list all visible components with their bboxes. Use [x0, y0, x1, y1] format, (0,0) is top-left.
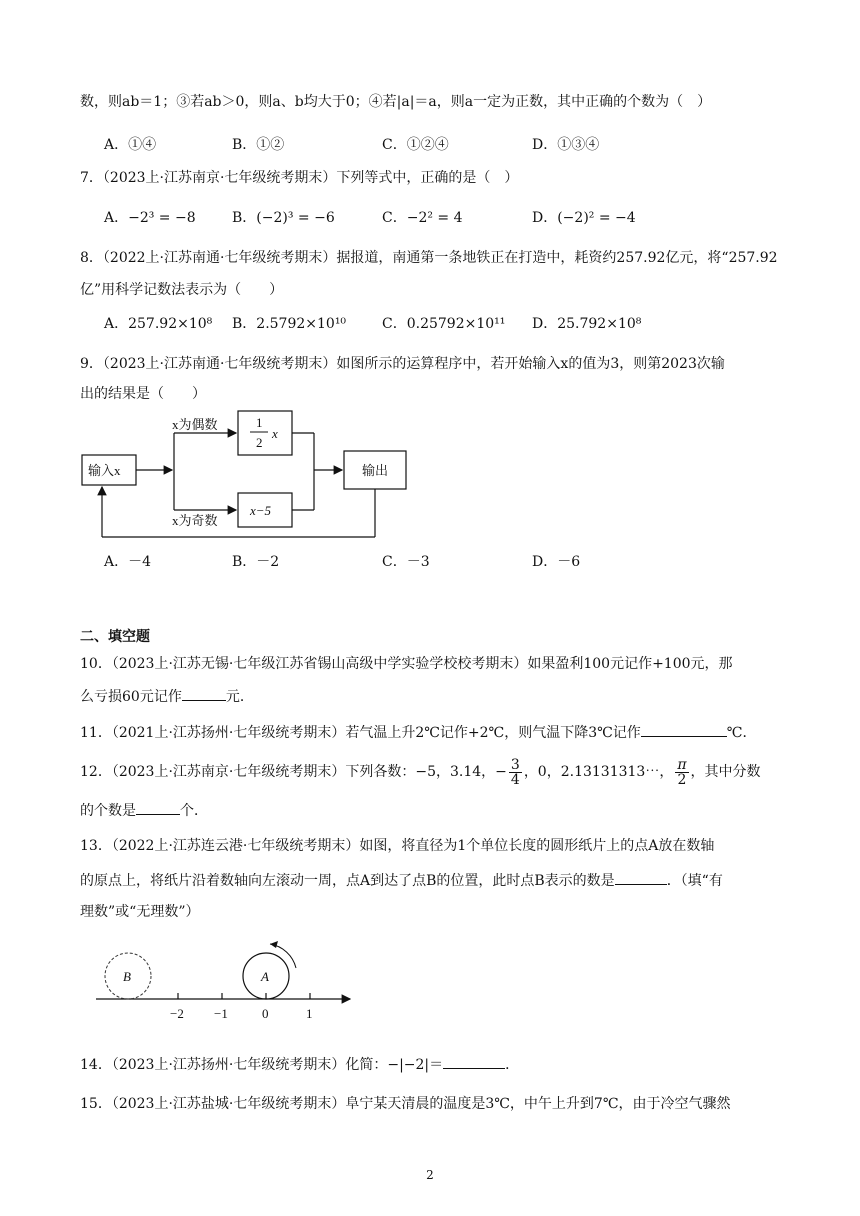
q7-option-c: C．−2² = 4 [382, 210, 463, 226]
q9-option-c: C．－3 [382, 554, 430, 570]
q12-text-e: 的个数是 [80, 803, 136, 819]
q8-option-a: A．257.92×10⁸ [104, 316, 213, 332]
q7-option-b: B．(−2)³ = −6 [232, 210, 335, 226]
tick-label-1: 1 [306, 1006, 313, 1021]
q8-option-b: B．2.5792×10¹⁰ [232, 316, 347, 332]
q10-text: 么亏损60元记作 [80, 689, 182, 705]
question-15: 15．（2023上·江苏盐城·七年级统考期末）阜宁某天清晨的温度是3℃，中午上升到7℃，由于冷空气骤然 [80, 1096, 731, 1112]
question-13-line3: 理数”或“无理数”） [80, 904, 200, 920]
question-7: 7．（2023上·江苏南京·七年级统考期末）下列等式中，正确的是（ ） [80, 170, 519, 186]
q6-option-c: C．①②④ [382, 137, 449, 153]
question-13-line2 [80, 870, 723, 891]
q14-text: 14．（2023上·江苏扬州·七年级统考期末）化简：−|−2|＝ [80, 1057, 444, 1073]
q8-option-d: D．25.792×10⁸ [532, 316, 642, 332]
flow-half-num: 1 [256, 415, 263, 430]
question-13-line1: 13．（2022上·江苏连云港·七年级统考期末）如图，将直径为1个单位长度的圆形纸片上的点A放在数轴 [80, 838, 715, 854]
rotation-arrow [270, 944, 296, 968]
label-a: A [261, 969, 269, 984]
q7-option-a: A．−2³ = −8 [104, 210, 196, 226]
question-12-line2 [80, 800, 208, 821]
q6-option-d: D．①③④ [532, 137, 600, 153]
question-14 [80, 1054, 519, 1075]
q10-suffix: 元． [225, 689, 254, 705]
question-10-line2 [80, 686, 254, 707]
question-10-line1: 10．（2023上·江苏无锡·七年级江苏省锡山高级中学实验学校校考期末）如果盈利100元记作+100元，那 [80, 656, 733, 672]
q11-text: 11．（2021上·江苏扬州·七年级统考期末）若气温上升2℃记作+2℃，则气温下降3℃记作 [80, 725, 641, 741]
q7-option-d: D．(−2)² = −4 [532, 210, 636, 226]
half-box [238, 411, 292, 455]
q12-text-a: 12．（2023上·江苏南京·七年级统考期末）下列各数：−5，3.14，− [80, 764, 507, 780]
q9-option-d: D．－6 [532, 554, 581, 570]
q8-option-c: C．0.25792×10¹¹ [382, 316, 506, 332]
flow-minus-label: x−5 [250, 503, 272, 518]
q12-fraction-3-4: $\frac{3}{4}$ [510, 756, 520, 788]
flow-output-label: 输出 [362, 463, 389, 478]
question-8-line2: 亿”用科学记数法表示为（ ） [80, 282, 284, 298]
q13-text: 的原点上，将纸片沿着数轴向左滚动一周，点A到达了点B的位置，此时点B表示的数是 [80, 873, 615, 889]
page-number: 2 [426, 1168, 434, 1182]
tick-label-neg1: −1 [214, 1006, 228, 1021]
question-9-line1: 9．（2023上·江苏南通·七年级统考期末）如图所示的运算程序中，若开始输入x的值为3，则第2023次输 [80, 356, 725, 372]
q6-option-b: B．①② [232, 137, 285, 153]
q11-blank [641, 722, 727, 737]
question-6-tail: 数，则ab＝1；③若ab＞0，则a、b均大于0；④若|a|＝a，则a一定为正数，其中正确的个数为（ ） [80, 94, 712, 110]
question-12-line1 [80, 754, 761, 790]
flow-half-den: 2 [256, 435, 263, 450]
flow-even-label: x为偶数 [172, 417, 218, 432]
q6-option-a: A．①④ [104, 137, 157, 153]
section-heading: 二、填空题 [80, 629, 150, 645]
q10-blank [182, 686, 226, 701]
q12-blank [136, 800, 180, 815]
program-flowchart [78, 405, 418, 545]
tick-label-neg2: −2 [170, 1006, 184, 1021]
q13-blank [615, 870, 667, 885]
flow-input-label: 输入x [88, 463, 121, 478]
flow-odd-label: x为奇数 [172, 513, 218, 528]
question-11 [80, 722, 756, 743]
q11-suffix: ℃． [726, 725, 757, 741]
q12-suffix: 个． [180, 803, 208, 819]
q9-option-a: A．－4 [104, 554, 152, 570]
q12-text-c: ，其中分数 [690, 764, 761, 780]
q12-fraction-pi-2: $\frac{\pi}{2}$ [677, 756, 687, 788]
q14-blank [443, 1054, 505, 1069]
tick-label-0: 0 [262, 1006, 269, 1021]
question-9-line2: 出的结果是（ ） [80, 386, 206, 402]
question-8-line1: 8．（2022上·江苏南通·七年级统考期末）据报道，南通第一条地铁正在打造中，耗资约257.92亿元，将“257.92 [80, 250, 778, 266]
label-b: B [123, 969, 131, 984]
q9-option-b: B．－2 [232, 554, 280, 570]
flow-half-var: x [272, 426, 278, 441]
q14-suffix: ． [505, 1057, 520, 1073]
number-line-figure [92, 936, 358, 1028]
q12-text-b: ，0，2.13131313⋯， [523, 764, 674, 780]
q13-suffix: ．（填“有 [666, 873, 723, 889]
